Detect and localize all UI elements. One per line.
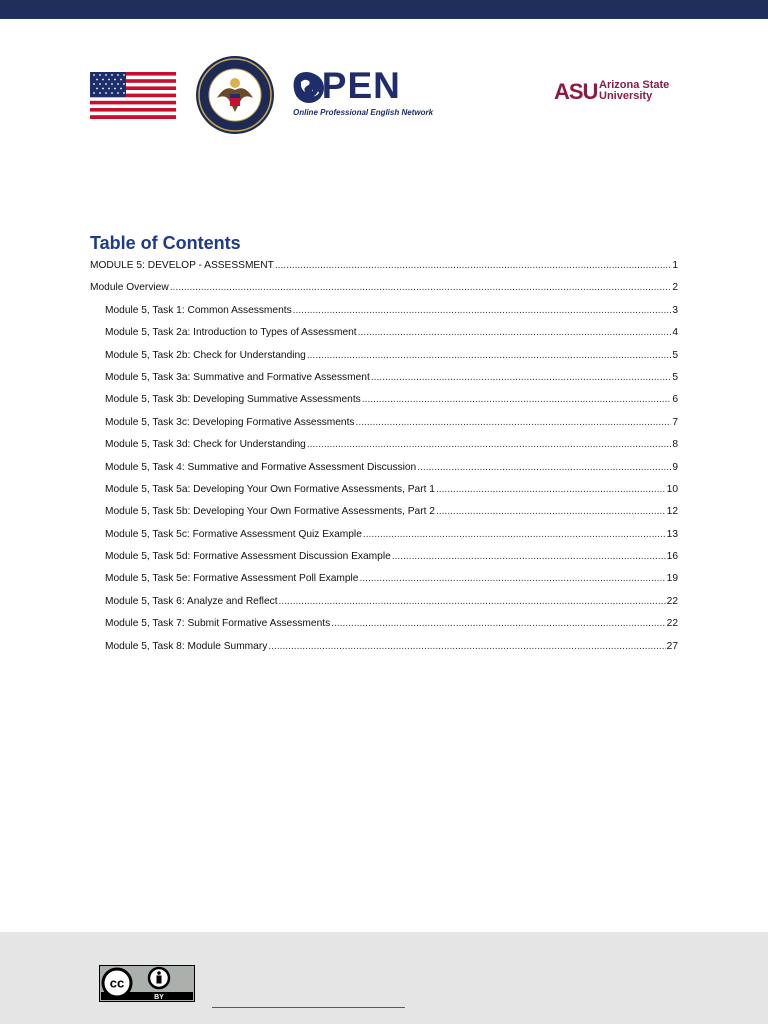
cc-by-label: BY xyxy=(154,994,164,1001)
toc-entry-page: 13 xyxy=(666,528,678,540)
toc-entry-label: Module 5, Task 3c: Developing Formative Assessments xyxy=(105,416,355,428)
asu-wordmark-line2: University xyxy=(599,90,653,102)
toc-entry-label: Module 5, Task 2b: Check for Understanding xyxy=(105,349,306,361)
toc-entry-label: Module 5, Task 6: Analyze and Reflect xyxy=(105,595,278,607)
toc-entry-label: Module 5, Task 5c: Formative Assessment Quiz Example xyxy=(105,528,362,540)
toc-entry-page: 8 xyxy=(672,439,678,451)
toc-entry[interactable] xyxy=(90,639,678,661)
toc-entry-label: Module 5, Task 3d: Check for Understanding xyxy=(105,439,306,451)
toc-entry-page: 3 xyxy=(672,304,678,316)
toc-entry[interactable] xyxy=(90,415,678,437)
toc-entry-page: 22 xyxy=(666,595,678,607)
toc-entry[interactable] xyxy=(90,325,678,347)
toc-entry-leader xyxy=(275,258,672,274)
toc-entry-leader xyxy=(307,348,671,364)
toc-entry[interactable] xyxy=(90,527,678,549)
cc-by-icon[interactable] xyxy=(99,965,195,1002)
toc-entry-leader xyxy=(436,482,666,498)
toc-entry[interactable] xyxy=(90,280,678,302)
asu-wordmark-line1: Arizona State xyxy=(599,79,670,91)
svg-text:cc: cc xyxy=(109,975,125,991)
toc-entry[interactable] xyxy=(90,437,678,459)
toc-entry[interactable] xyxy=(90,616,678,638)
toc-entry-page: 10 xyxy=(666,483,678,495)
asu-mark: ASU xyxy=(554,79,598,104)
seal-icon xyxy=(195,54,275,136)
toc-entry-page: 7 xyxy=(672,416,678,428)
toc-entry[interactable] xyxy=(90,571,678,593)
toc-entry[interactable] xyxy=(90,549,678,571)
toc-entry-leader xyxy=(279,594,666,610)
toc-entry-leader xyxy=(371,370,672,386)
toc-entry-page: 9 xyxy=(672,461,678,473)
toc-entry-leader xyxy=(358,325,672,341)
toc-entry-page: 5 xyxy=(672,349,678,361)
toc-entry-leader xyxy=(436,504,666,520)
toc-entry[interactable] xyxy=(90,370,678,392)
toc-entry[interactable] xyxy=(90,348,678,370)
open-logo-text: OPEN xyxy=(292,65,401,106)
toc-entry-leader xyxy=(293,303,672,319)
toc-entry[interactable] xyxy=(90,303,678,325)
toc-entry-label: Module 5, Task 7: Submit Formative Assessments xyxy=(105,618,331,630)
asu-logo xyxy=(554,78,674,106)
toc-entry-label: Module 5, Task 3b: Developing Summative Assessments xyxy=(105,394,361,406)
toc-entry-page: 27 xyxy=(666,640,678,652)
toc-entry-leader xyxy=(392,549,666,565)
toc-entry[interactable] xyxy=(90,392,678,414)
toc-entry-label: Module 5, Task 3a: Summative and Formative Assessment xyxy=(105,371,370,383)
toc-entry[interactable] xyxy=(90,504,678,526)
toc-entry-label: Module 5, Task 2a: Introduction to Types of Assessment xyxy=(105,327,357,339)
us-flag-icon xyxy=(90,72,176,119)
toc-entry-page: 4 xyxy=(672,327,678,339)
toc-entry-leader xyxy=(359,571,665,587)
toc-entry-leader xyxy=(362,392,672,408)
toc-entry-leader xyxy=(268,639,665,655)
toc-title: Table of Contents xyxy=(90,233,241,253)
toc-entry-leader xyxy=(363,527,666,543)
toc-entry-page: 12 xyxy=(666,506,678,518)
toc-entry-label: Module 5, Task 5e: Formative Assessment Poll Example xyxy=(105,573,359,585)
toc-list xyxy=(90,258,678,661)
toc-entry-page: 16 xyxy=(666,551,678,563)
toc-entry-label: MODULE 5: DEVELOP - ASSESSMENT xyxy=(90,260,274,271)
toc-entry-label: Module 5, Task 5b: Developing Your Own Formative Assessments, Part 2 xyxy=(105,506,435,518)
toc-entry-page: 2 xyxy=(672,282,678,294)
open-logo-tagline: Online Professional English Network xyxy=(293,108,434,117)
asu-wordmark xyxy=(599,80,669,102)
toc-entry-page: 22 xyxy=(666,618,678,630)
toc-entry-label: Module Overview xyxy=(90,282,169,294)
toc-entry[interactable] xyxy=(90,594,678,616)
toc-entry-page: 1 xyxy=(672,260,678,271)
toc-entry-leader xyxy=(170,280,672,296)
toc-entry-label: Module 5, Task 5a: Developing Your Own Formative Assessments, Part 1 xyxy=(105,483,435,495)
toc-entry-page: 6 xyxy=(672,394,678,406)
open-logo xyxy=(292,65,434,122)
toc-entry-label: Module 5, Task 4: Summative and Formative Assessment Discussion xyxy=(105,461,417,473)
toc-entry[interactable] xyxy=(90,482,678,504)
toc-entry-page: 19 xyxy=(666,573,678,585)
toc-entry-leader xyxy=(307,437,671,453)
toc-entry-leader xyxy=(331,616,665,632)
toc-entry-label: Module 5, Task 5d: Formative Assessment Discussion Example xyxy=(105,551,391,563)
toc-entry-label: Module 5, Task 8: Module Summary xyxy=(105,640,268,652)
toc-entry[interactable] xyxy=(90,258,678,280)
license-link[interactable] xyxy=(212,1007,405,1008)
toc-entry[interactable] xyxy=(90,460,678,482)
toc-entry-page: 5 xyxy=(672,371,678,383)
toc-entry-label: Module 5, Task 1: Common Assessments xyxy=(105,304,292,316)
toc-entry-leader xyxy=(356,415,672,431)
top-bar xyxy=(0,0,768,19)
toc-entry-leader xyxy=(417,460,671,476)
